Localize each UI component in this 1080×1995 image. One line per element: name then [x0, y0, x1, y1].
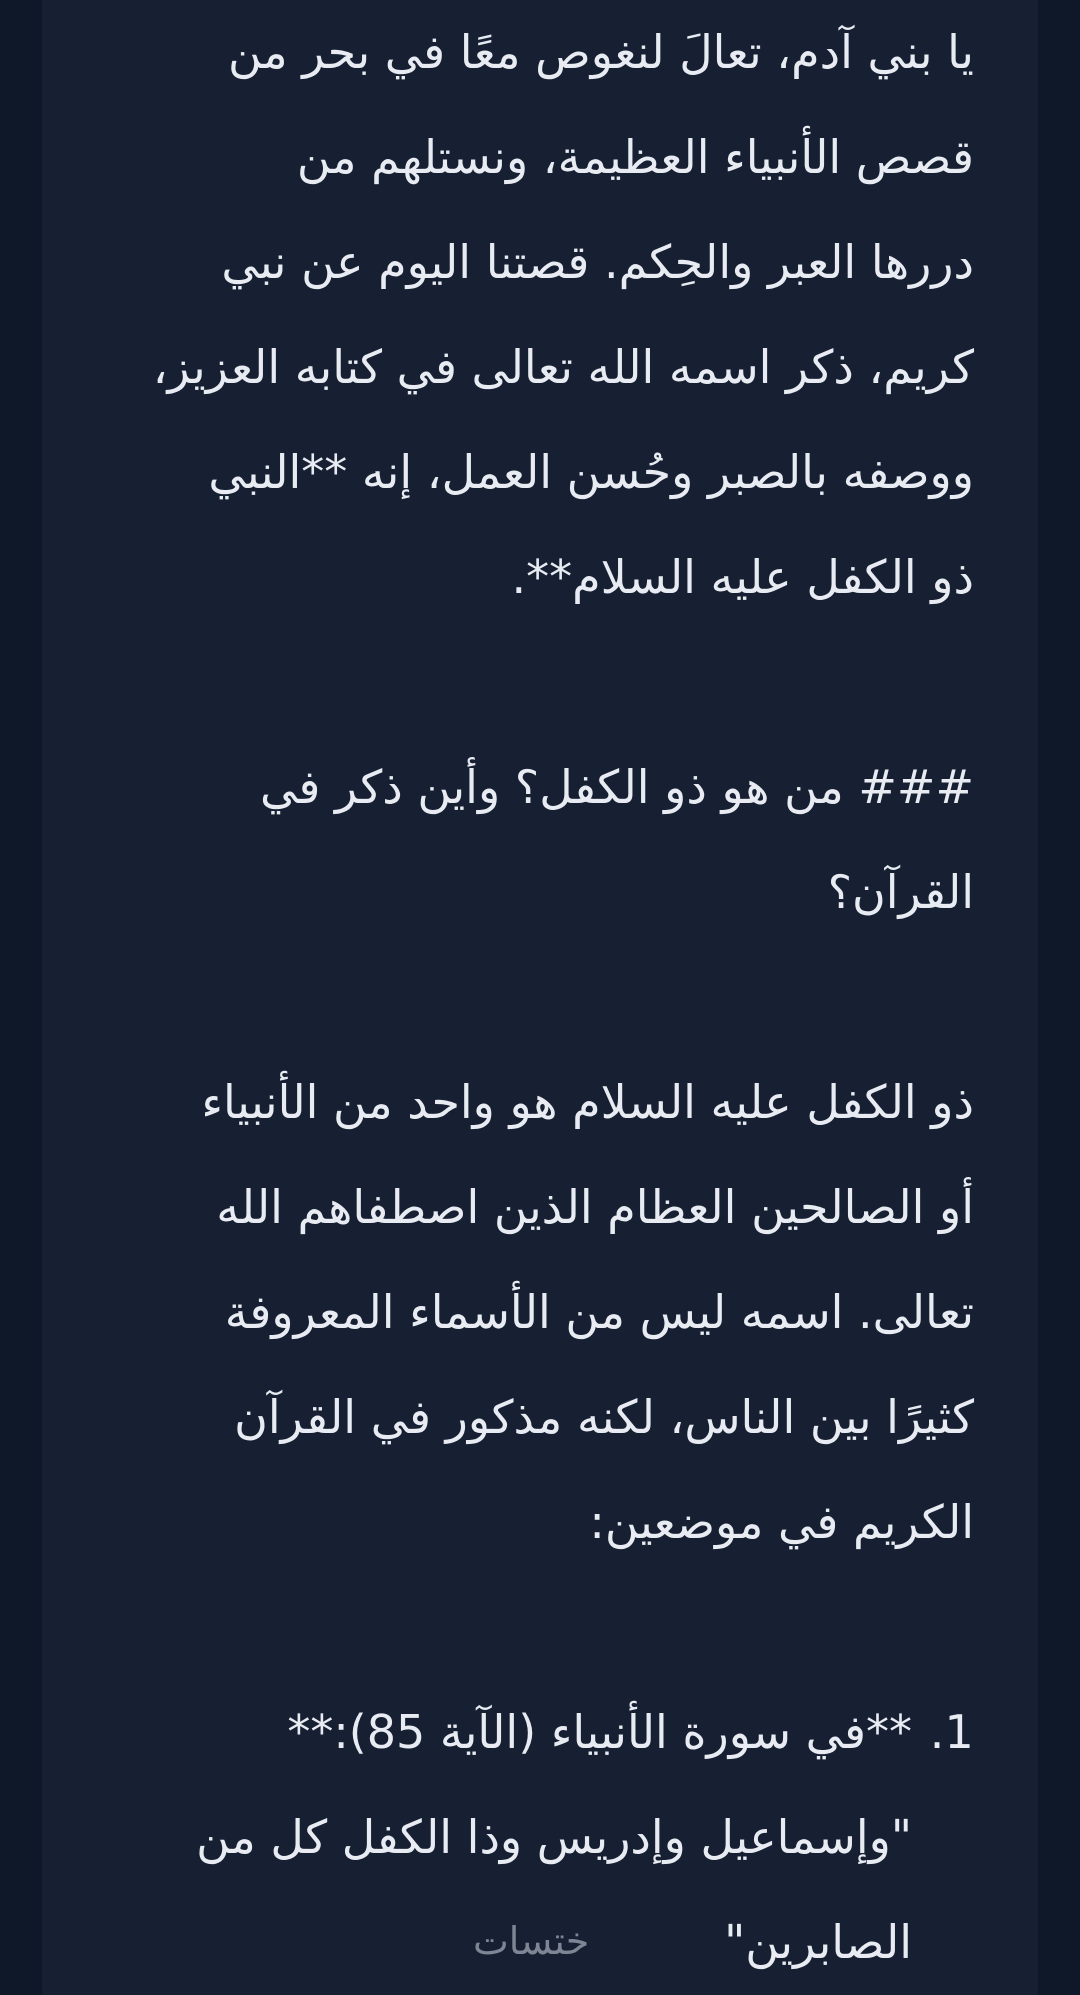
paragraph-line: ذو الكفل عليه السلام هو واحد من الأنبياء	[201, 1075, 974, 1129]
list-item-line: "وإسماعيل وإدريس وذا الكفل كل من	[196, 1810, 912, 1864]
watermark-text: ختسات	[473, 1919, 590, 1963]
intro-line: يا بني آدم، تعالَ لنغوص معًا في بحر من	[227, 25, 974, 79]
list-item-line: الصابرين"	[724, 1915, 912, 1969]
intro-line: كريم، ذكر اسمه الله تعالى في كتابه العزيز،	[152, 340, 974, 394]
paragraph-line: الكريم في موضعين:	[589, 1495, 974, 1549]
paragraph-line: كثيرًا بين الناس، لكنه مذكور في القرآن	[234, 1390, 974, 1444]
intro-line: ذو الكفل عليه السلام**.	[511, 550, 974, 604]
paragraph-line: أو الصالحين العظام الذين اصطفاهم الله	[216, 1180, 974, 1234]
intro-line: قصص الأنبياء العظيمة، ونستلهم من	[296, 130, 974, 184]
section-heading-line: القرآن؟	[827, 865, 974, 919]
message-content	[74, 0, 974, 1995]
list-item-line: **في سورة الأنبياء (الآية 85):**	[287, 1705, 912, 1759]
paragraph-line: تعالى. اسمه ليس من الأسماء المعروفة	[224, 1285, 974, 1339]
paragraph-gap	[74, 945, 974, 1050]
section-heading-line: ### من هو ذو الكفل؟ وأين ذكر في	[260, 760, 974, 814]
intro-line: ووصفه بالصبر وحُسن العمل، إنه **النبي	[208, 445, 974, 499]
intro-line: دررها العبر والحِكم. قصتنا اليوم عن نبي	[221, 235, 974, 289]
paragraph-gap	[74, 1575, 974, 1680]
paragraph-gap	[74, 630, 974, 735]
list-number: 1.	[929, 1705, 974, 1759]
list-item	[74, 1680, 974, 1995]
